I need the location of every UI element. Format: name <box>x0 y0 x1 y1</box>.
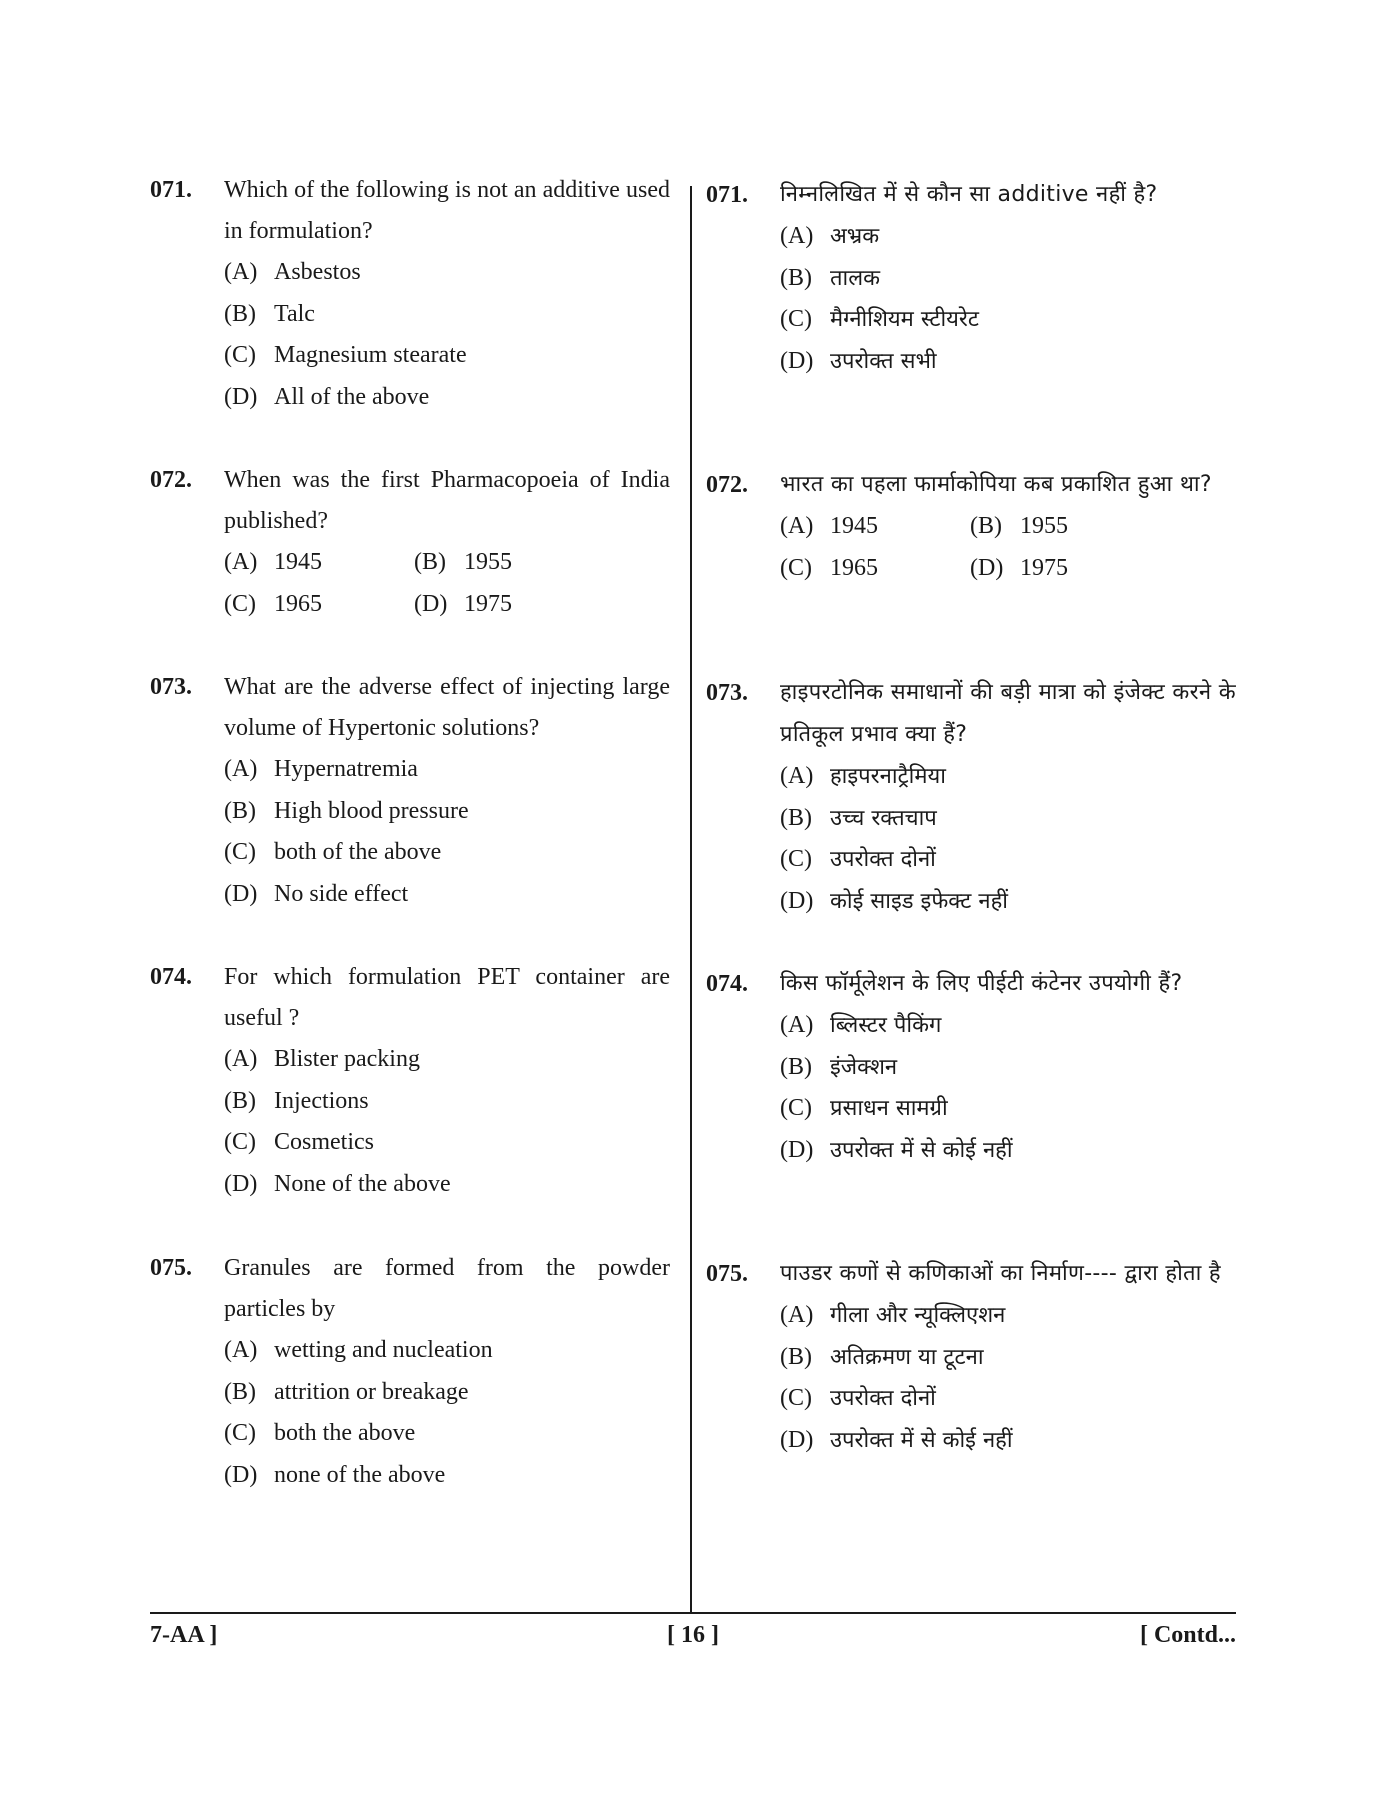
option-a: (A) Blister packing <box>224 1046 420 1072</box>
option-d: (D) 1975 <box>970 554 1068 581</box>
option-b: (B) attrition or breakage <box>224 1378 469 1405</box>
option-a: (A) 1945 <box>224 549 322 575</box>
question-number: 074. <box>706 971 748 997</box>
question-071-en <box>150 170 670 418</box>
question-text: For which formulation PET container are useful ? <box>224 964 670 1031</box>
option-b: (B) उच्च रक्तचाप <box>780 804 937 831</box>
question-075-hi <box>706 1253 1236 1462</box>
question-number: 074. <box>150 964 192 990</box>
option-d: (D) No side effect <box>224 880 409 907</box>
option-c: (C) Magnesium stearate <box>224 342 467 368</box>
question-073-hi <box>706 672 1236 923</box>
option-d: (D) 1975 <box>414 590 512 617</box>
option-d: (D) उपरोक्त सभी <box>780 348 937 375</box>
question-text: हाइपरटोनिक समाधानों की बड़ी मात्रा को इंजेक्ट करने के प्रतिकूल प्रभाव क्या हैं? <box>780 680 1236 747</box>
option-b: (B) इंजेक्शन <box>780 1053 898 1080</box>
option-d: (D) कोई साइड इफेक्ट नहीं <box>780 888 1008 915</box>
option-a: (A) Asbestos <box>224 259 361 285</box>
question-number: 075. <box>706 1261 748 1287</box>
question-text: Which of the following is not an additive used in formulation? <box>224 177 670 244</box>
option-b: (B) अतिक्रमण या टूटना <box>780 1343 984 1370</box>
question-number: 072. <box>150 467 192 493</box>
question-071-hi <box>706 174 1236 383</box>
question-072-hi <box>706 464 1236 589</box>
question-074-en <box>150 957 670 1205</box>
question-073-en <box>150 667 670 915</box>
column-divider <box>690 186 692 1612</box>
options-grid <box>224 542 670 625</box>
question-text: भारत का पहला फार्माकोपिया कब प्रकाशित हुआ था? <box>780 472 1212 497</box>
option-c: (C) उपरोक्त दोनों <box>780 1385 936 1412</box>
question-text: When was the first Pharmacopoeia of India published? <box>224 467 670 534</box>
question-number: 071. <box>150 177 192 203</box>
option-a: (A) wetting and nucleation <box>224 1337 493 1363</box>
page-number: [ 16 ] <box>667 1622 719 1648</box>
continued-label: [ Contd... <box>1139 1622 1236 1648</box>
question-number: 071. <box>706 182 748 208</box>
option-d: (D) none of the above <box>224 1461 446 1488</box>
question-text: पाउडर कणों से कणिकाओं का निर्माण---- द्वारा होता है <box>780 1261 1221 1286</box>
option-a: (A) ब्लिस्टर पैकिंग <box>780 1012 942 1038</box>
option-a: (A) हाइपरनाट्रैमिया <box>780 763 946 789</box>
option-d: (D) उपरोक्त में से कोई नहीं <box>780 1137 1013 1164</box>
option-a: (A) गीला और न्यूक्लिएशन <box>780 1302 1006 1328</box>
option-c: (C) 1965 <box>780 554 878 581</box>
option-d: (D) All of the above <box>224 383 430 410</box>
option-b: (B) 1955 <box>414 549 512 575</box>
option-b: (B) Injections <box>224 1087 369 1114</box>
option-d: (D) उपरोक्त में से कोई नहीं <box>780 1427 1013 1454</box>
option-a: (A) Hypernatremia <box>224 756 418 782</box>
paper-code: 7-AA ] <box>150 1622 218 1648</box>
option-b: (B) High blood pressure <box>224 797 469 824</box>
question-074-hi <box>706 963 1236 1172</box>
question-number: 072. <box>706 472 748 498</box>
option-d: (D) None of the above <box>224 1170 451 1197</box>
question-number: 075. <box>150 1255 192 1281</box>
option-b: (B) तालक <box>780 264 881 291</box>
footer-rule <box>150 1612 1236 1614</box>
page-footer <box>150 1622 1236 1658</box>
question-text: Granules are formed from the powder particles by <box>224 1255 670 1322</box>
question-number: 073. <box>150 674 192 700</box>
option-a: (A) 1945 <box>780 513 878 539</box>
question-text: What are the adverse effect of injecting large volume of Hypertonic solutions? <box>224 674 670 741</box>
option-c: (C) both the above <box>224 1420 416 1446</box>
question-072-en <box>150 460 670 625</box>
option-c: (C) 1965 <box>224 590 322 617</box>
option-b: (B) Talc <box>224 300 315 327</box>
question-075-en <box>150 1248 670 1496</box>
option-b: (B) 1955 <box>970 513 1068 539</box>
option-c: (C) प्रसाधन सामग्री <box>780 1095 948 1122</box>
question-text: निम्नलिखित में से कौन सा additive नहीं है? <box>780 182 1158 207</box>
options-grid <box>780 506 1236 589</box>
option-a: (A) अभ्रक <box>780 223 880 249</box>
option-c: (C) मैग्नीशियम स्टीयरेट <box>780 306 980 333</box>
option-c: (C) both of the above <box>224 839 442 865</box>
option-c: (C) उपरोक्त दोनों <box>780 846 936 873</box>
question-text: किस फॉर्मूलेशन के लिए पीईटी कंटेनर उपयोगी हैं? <box>780 971 1183 996</box>
option-c: (C) Cosmetics <box>224 1129 374 1155</box>
question-number: 073. <box>706 680 748 706</box>
